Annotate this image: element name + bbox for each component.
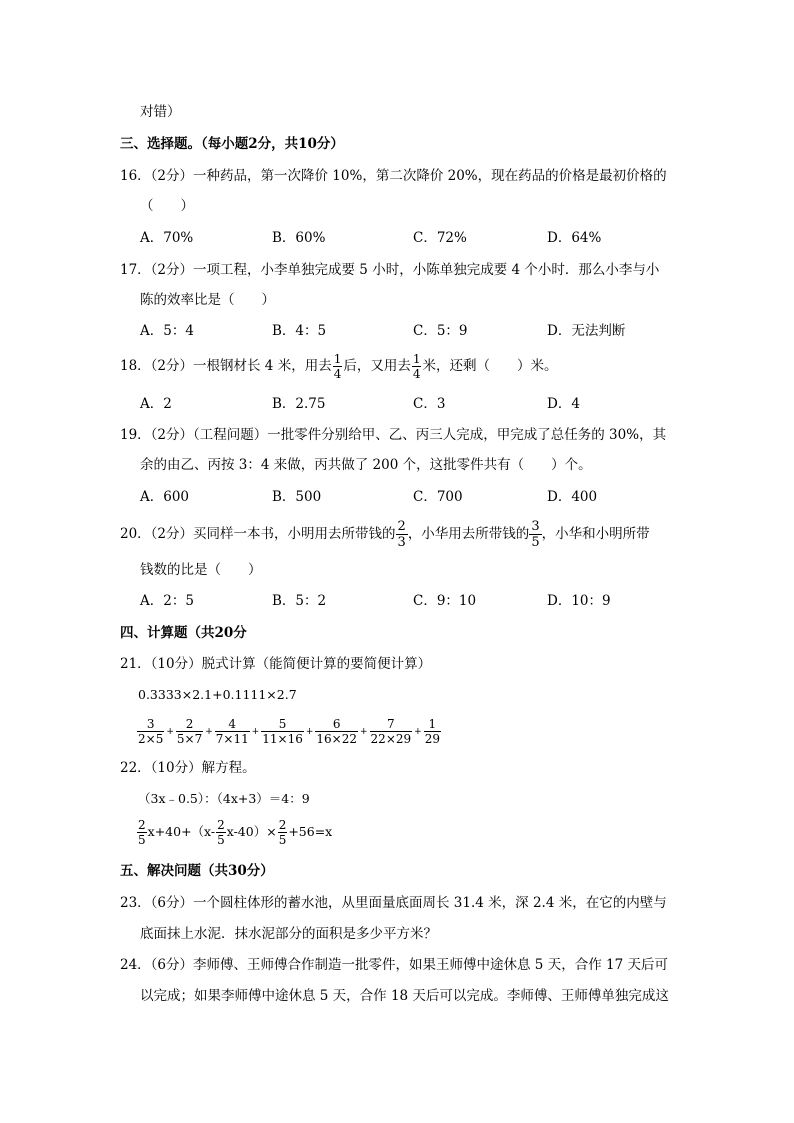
question-17-text-cont: 陈的效率比是（ ） [140,292,275,308]
question-20-text [120,518,650,550]
fraction-one-quarter: $\frac{1}{4}$ [412,352,421,381]
fraction-term [315,717,358,746]
question-21-expression-2 [136,713,442,750]
plus-sign: + [360,726,368,737]
fraction-denominator: 22×29 [370,732,412,746]
question-20-option-b[interactable]: B．5：2 [272,593,327,609]
fraction-one-quarter: $\frac{1}{4}$ [333,352,342,381]
section-heading-problems: 五、解决问题（共30分） [120,863,274,879]
fraction-numerator: 7 [387,717,395,731]
question-16-option-b[interactable]: B．60% [272,230,326,246]
question-20-option-c[interactable]: C．9：10 [413,593,477,609]
fraction-term [424,717,441,746]
section-heading-calculation: 四、计算题（共20分 [120,625,247,641]
fraction-numerator: 6 [332,717,341,731]
plus-sign: + [166,726,174,737]
question-22-equation-1: （3x﹣0.5）：（4x+3）＝4：9 [138,791,310,806]
question-18-text [120,352,557,381]
question-17-option-d[interactable]: D．无法判断 [547,323,626,339]
question-19-option-d[interactable]: D．400 [547,489,598,505]
fraction-denominator: 2×5 [138,732,164,746]
plus-sign: + [305,726,314,737]
question-19-text-cont: 余的由乙、丙按 3：4 来做，丙共做了 200 个，这批零件共有（ ）个。 [140,457,592,473]
fraction-denominator: 11×16 [262,732,303,746]
fraction-denominator: 16×22 [316,732,357,746]
fraction-term [215,717,250,746]
question-18-part2: 后，又用去 [343,358,411,374]
question-23-text-cont: 底面抹上水泥．抹水泥部分的面积是多少平方米？ [140,926,437,942]
fraction-numerator: 2 [185,717,194,731]
question-18-option-b[interactable]: B．2.75 [272,396,326,412]
fraction-term [176,717,203,746]
question-16-text: 16．（2分）一种药品，第一次降价 10%，第二次降价 20%，现在药品的价格是最初价格的 [120,168,667,184]
question-20-text-cont: 钱数的比是（ ） [140,562,262,578]
question-22-equation-2: $\frac{2}{5}$ x+40+（x- $\frac{2}{5}$ x-40）× $\frac{2}{5}$ +56=x [138,818,333,847]
plus-sign: + [205,726,213,737]
question-17-option-c[interactable]: C．5：9 [413,323,468,339]
question-18-option-a[interactable]: A．2 [140,396,172,412]
fraction-three-fifths: $\frac{3}{5}$ [531,519,540,550]
question-18-part3: 米，还剩（ ）米。 [422,358,558,374]
question-19-option-a[interactable]: A．600 [140,489,190,505]
question-20-part3: ，小华和小明所带 [541,526,650,542]
question-16-option-c[interactable]: C．72% [413,230,467,246]
question-20-part1: 20．（2分）买同样一本书，小明用去所带钱的 [120,526,396,542]
question-16-blank: （ ） [140,198,194,214]
question-19-text: 19．（2分）（工程问题）一批零件分别给甲、乙、丙三人完成，甲完成了总任务的 30%，其 [120,427,667,443]
fraction-two-fifths: $\frac{2}{5}$ [217,818,225,847]
fraction-numerator: 1 [428,717,437,731]
question-17-option-b[interactable]: B．4：5 [272,323,327,339]
fraction-denominator: 29 [424,732,440,746]
fraction-term [370,717,413,746]
question-20-part2: ，小华用去所带钱的 [407,526,530,542]
question-22-text: 22．（10分）解方程。 [120,760,256,776]
question-20-option-a[interactable]: A．2：5 [140,593,194,609]
question-20-option-d[interactable]: D．10：9 [547,593,611,609]
fraction-numerator: 4 [228,717,237,731]
fraction-two-thirds: $\frac{2}{3}$ [397,519,406,550]
question-21-expression-1: 0.3333×2.1+0.1111×2.7 [138,687,297,702]
question-17-option-a[interactable]: A．5：4 [140,323,194,339]
previous-question-continuation: 对错） [140,104,181,120]
fraction-numerator: 5 [278,717,287,731]
question-18-option-d[interactable]: D．4 [547,396,580,412]
question-23-text: 23．（6分）一个圆柱体形的蓄水池，从里面量底面周长 31.4 米，深 2.4 米，在它的内壁与 [120,895,667,911]
fraction-two-fifths: $\frac{2}{5}$ [278,818,287,847]
question-19-option-b[interactable]: B．500 [272,489,322,505]
plus-sign: + [414,726,422,737]
fraction-numerator: 3 [146,717,155,731]
question-24-text: 24．（6分）李师傅、王师傅合作制造一批零件，如果王师傅中途休息 5 天，合作 17 天后可 [120,957,668,973]
fraction-term [137,717,164,746]
fraction-denominator: 5×7 [176,732,203,746]
question-18-part1: 18．（2分）一根钢材长 4 米，用去 [120,358,332,374]
question-16-option-a[interactable]: A．70% [140,230,194,246]
fraction-denominator: 7×11 [215,732,249,746]
question-17-text: 17．（2分）一项工程，小李单独完成要 5 小时，小陈单独完成要 4 个小时．那么小李与小 [120,262,660,278]
question-16-option-d[interactable]: D．64% [547,230,602,246]
plus-sign: + [251,726,260,737]
fraction-two-fifths: $\frac{2}{5}$ [138,818,146,847]
fraction-term [261,717,304,746]
question-19-option-c[interactable]: C．700 [413,489,463,505]
section-heading-choice: 三、选择题。（每小题2分，共10分） [120,136,344,152]
question-24-text-cont: 以完成；如果李师傅中途休息 5 天，合作 18 天后可以完成。李师傅、王师傅单独完成这 [140,988,669,1004]
question-18-option-c[interactable]: C．3 [413,396,446,412]
question-21-text: 21．（10分）脱式计算（能简便计算的要简便计算） [120,656,432,672]
